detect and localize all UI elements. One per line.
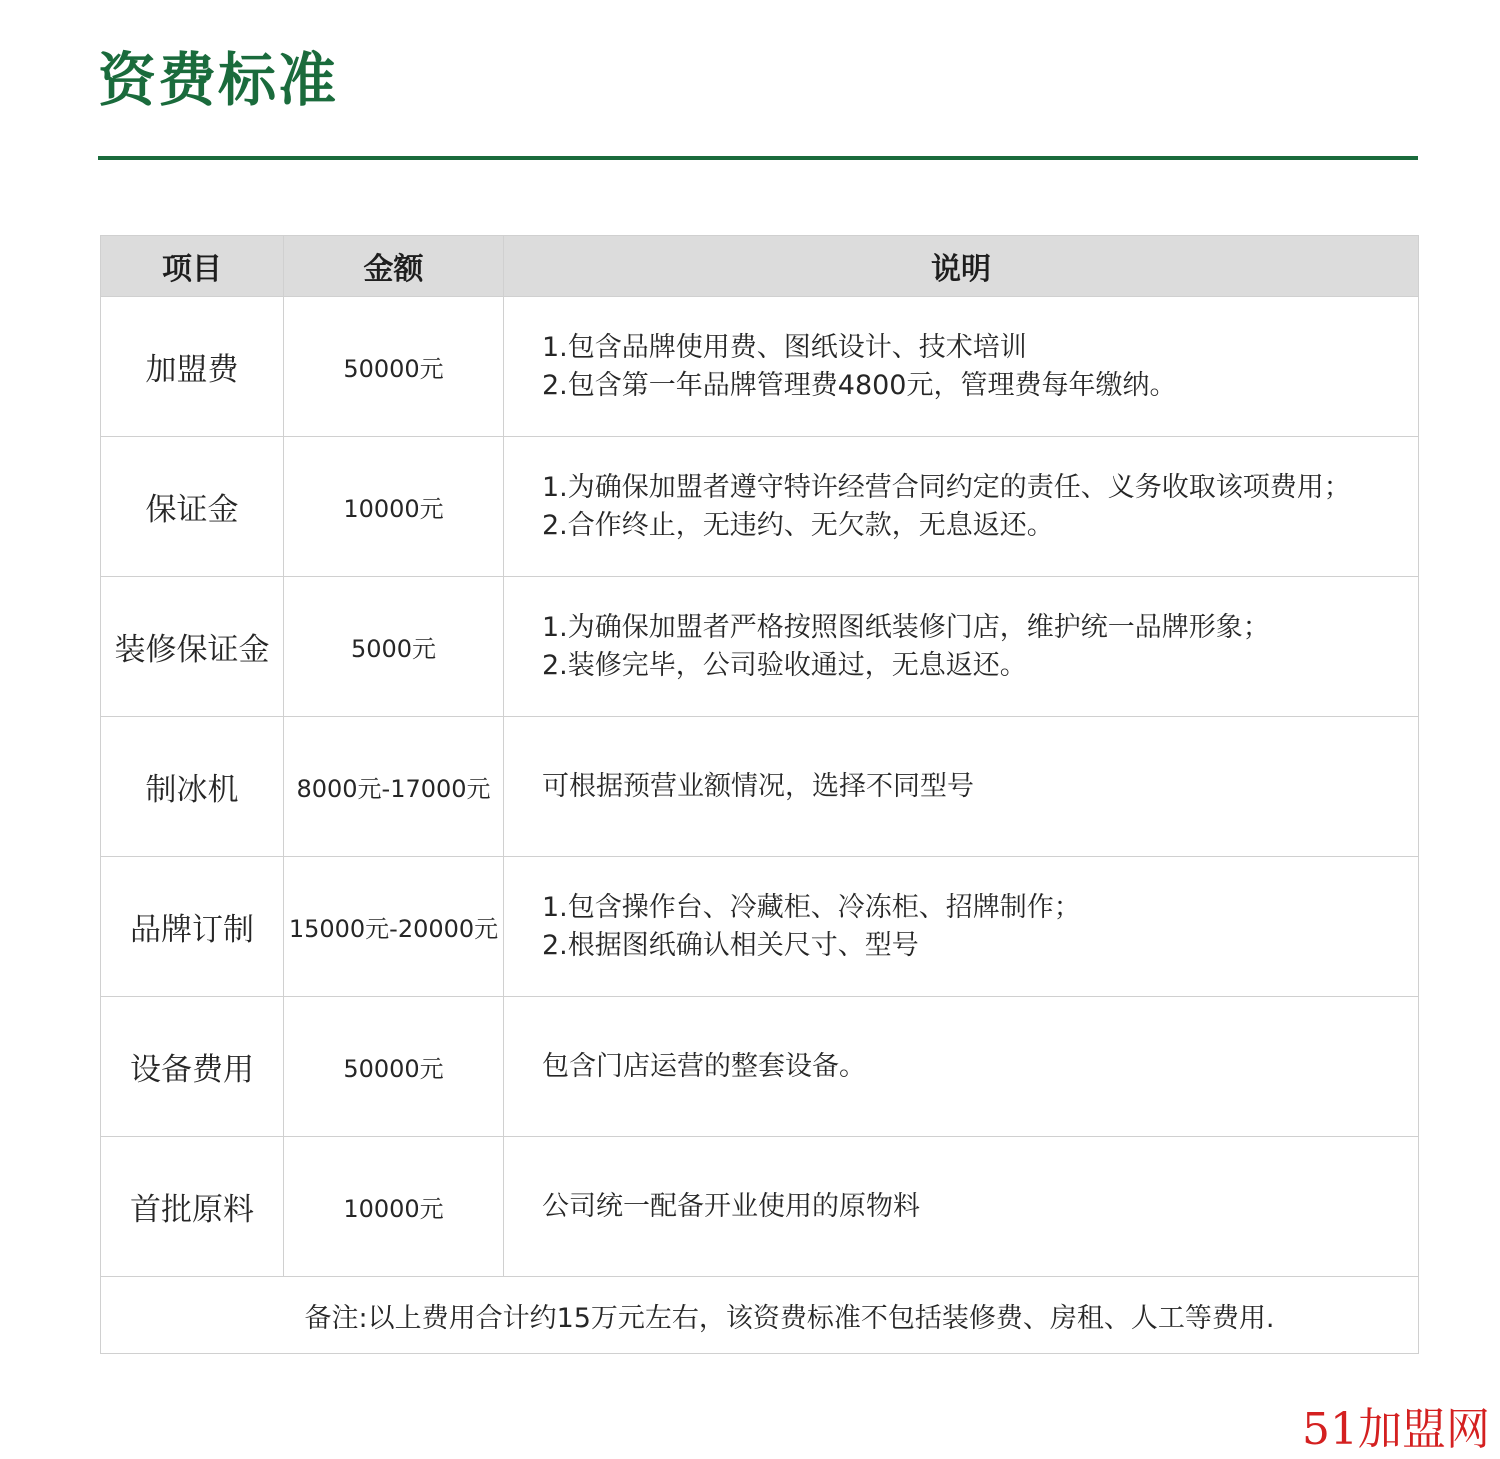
- description-line: 可根据预营业额情况，选择不同型号: [542, 770, 974, 802]
- table-row: [101, 297, 1419, 437]
- column-header-amount: 金额: [284, 236, 504, 297]
- description-line: 1.包含操作台、冷藏柜、冷冻柜、招牌制作；: [542, 891, 1081, 923]
- description-line: 包含门店运营的整套设备。: [542, 1050, 866, 1082]
- item-amount: 10000元: [284, 437, 504, 577]
- table-row: [101, 577, 1419, 717]
- table-row: [101, 997, 1419, 1137]
- table-row: [101, 1137, 1419, 1277]
- item-name: 制冰机: [101, 717, 284, 857]
- watermark-logo: 51加盟网: [1302, 1404, 1490, 1455]
- item-name: 保证金: [101, 437, 284, 577]
- item-amount: 15000元-20000元: [284, 857, 504, 997]
- item-description: [504, 577, 1419, 717]
- item-description: [504, 297, 1419, 437]
- column-header-description: 说明: [504, 236, 1419, 297]
- table-row: [101, 717, 1419, 857]
- item-description: [504, 437, 1419, 577]
- description-line: 2.根据图纸确认相关尺寸、型号: [542, 929, 919, 961]
- fee-table: [100, 235, 1419, 1354]
- description-line: 2.合作终止，无违约、无欠款，无息返还。: [542, 509, 1054, 541]
- item-amount: 5000元: [284, 577, 504, 717]
- item-description: [504, 1137, 1419, 1277]
- item-name: 设备费用: [101, 997, 284, 1137]
- page-title: 资费标准: [98, 46, 339, 114]
- description-line: 1.包含品牌使用费、图纸设计、技术培训: [542, 331, 1027, 363]
- item-description: [504, 997, 1419, 1137]
- item-amount: 50000元: [284, 997, 504, 1137]
- description-line: 公司统一配备开业使用的原物料: [542, 1190, 920, 1222]
- item-description: [504, 717, 1419, 857]
- description-line: 1.为确保加盟者严格按照图纸装修门店，维护统一品牌形象；: [542, 611, 1270, 643]
- item-amount: 10000元: [284, 1137, 504, 1277]
- table-row: [101, 437, 1419, 577]
- item-name: 首批原料: [101, 1137, 284, 1277]
- table-header-row: [101, 236, 1419, 297]
- description-line: 2.装修完毕，公司验收通过，无息返还。: [542, 649, 1027, 681]
- item-amount: 8000元-17000元: [284, 717, 504, 857]
- item-name: 加盟费: [101, 297, 284, 437]
- item-description: [504, 857, 1419, 997]
- table-row: [101, 857, 1419, 997]
- description-line: 2.包含第一年品牌管理费4800元，管理费每年缴纳。: [542, 369, 1177, 401]
- item-name: 装修保证金: [101, 577, 284, 717]
- item-amount: 50000元: [284, 297, 504, 437]
- description-line: 1.为确保加盟者遵守特许经营合同约定的责任、义务收取该项费用；: [542, 471, 1351, 503]
- column-header-item: 项目: [101, 236, 284, 297]
- item-name: 品牌订制: [101, 857, 284, 997]
- note-row: [101, 1277, 1419, 1354]
- title-divider: [98, 156, 1418, 160]
- footnote: 备注:以上费用合计约15万元左右，该资费标准不包括装修费、房租、人工等费用.: [101, 1277, 1419, 1354]
